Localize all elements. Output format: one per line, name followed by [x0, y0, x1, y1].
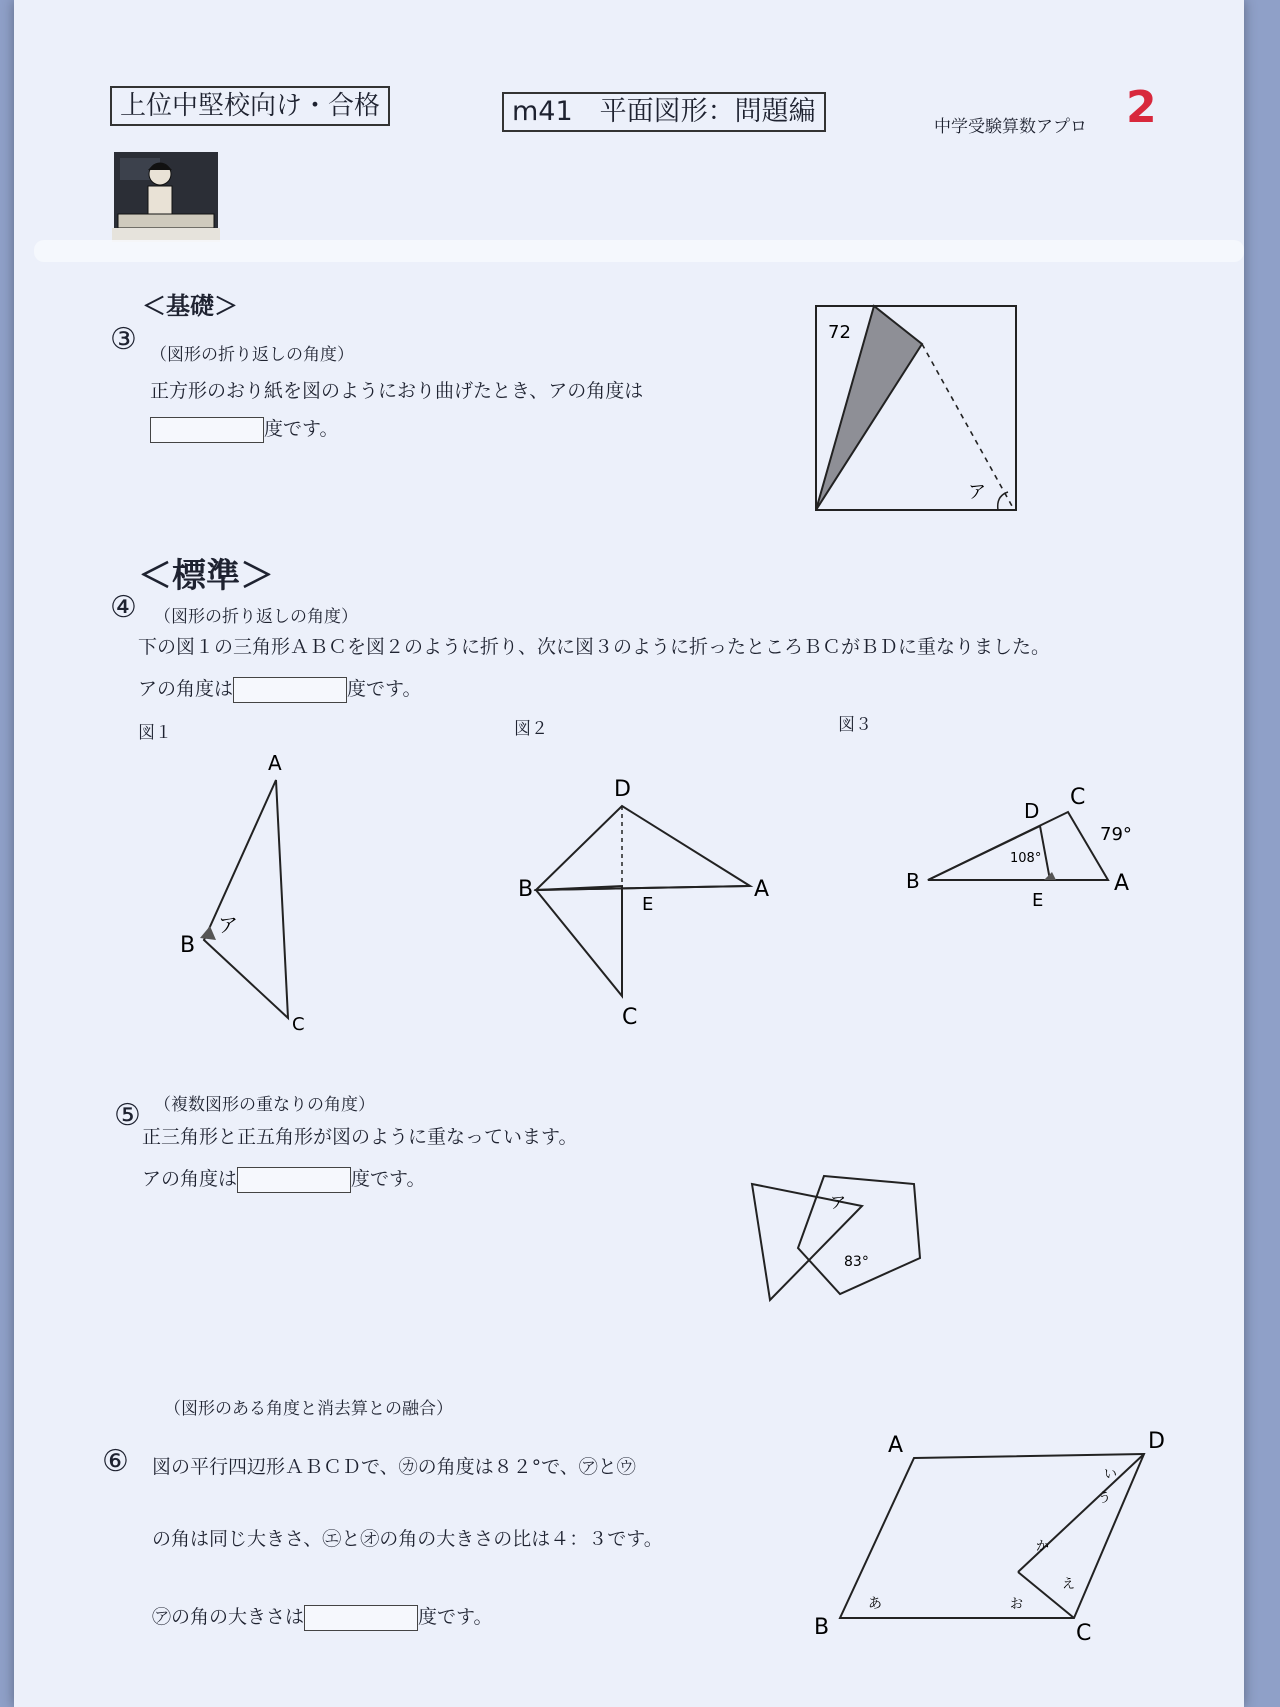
q6-text-line2: の角は同じ大きさ、㋓と㋔の角の大きさの比は４：３です。: [152, 1528, 663, 1550]
figure-label: A: [1114, 871, 1130, 896]
q3-fig-a-label: ア: [968, 482, 986, 503]
title-box: m41 平面図形：問題編: [502, 92, 826, 132]
figure-label: E: [1032, 890, 1044, 911]
q6-figure: [804, 1422, 1184, 1648]
q3-fig-angle-label: 72: [828, 322, 851, 343]
figure-label: 79°: [1100, 824, 1132, 845]
figure-label: B: [906, 869, 920, 893]
q5-text-line1: 正三角形と正五角形が図のように重なっています。: [142, 1126, 578, 1148]
worksheet-page: [14, 0, 1244, 1707]
figure-label: か: [1036, 1539, 1050, 1554]
figure-label: A: [754, 877, 770, 902]
q3-figure: [800, 296, 1030, 522]
q6-topic: （図形のある角度と消去算との融合）: [164, 1399, 453, 1419]
figure-label: う: [1098, 1491, 1112, 1506]
q4-fig1-title: 図１: [138, 723, 172, 743]
q3-text-line1: 正方形のおり紙を図のようにおり曲げたとき、アの角度は: [150, 380, 644, 402]
q4-figure1: [164, 740, 344, 1040]
figure-label: A: [888, 1433, 904, 1458]
paper-wash: [34, 240, 1244, 262]
q4-fig2-title: 図２: [514, 719, 548, 739]
figure-label: お: [1010, 1597, 1024, 1612]
figure-label: C: [1076, 1621, 1092, 1646]
q4-text-line1: 下の図１の三角形ＡＢＣを図２のように折り、次に図３のように折ったところＢＣがＢＤに重なりました。: [138, 636, 1051, 658]
q3-number: ③: [110, 322, 137, 357]
figure-label: あ: [868, 1596, 882, 1612]
figure-label: E: [642, 894, 654, 915]
figure-label: A: [268, 751, 282, 775]
figure-label: C: [622, 1005, 638, 1030]
publisher-label: 中学受験算数アプロ: [934, 117, 1087, 137]
figure-label: C: [1070, 785, 1086, 810]
figure-label: B: [518, 877, 534, 902]
figure-label: ア: [218, 913, 238, 937]
q5-topic: （複数図形の重なりの角度）: [154, 1095, 375, 1115]
figure-label: え: [1062, 1577, 1076, 1592]
section-standard: ＜標準＞: [138, 556, 274, 596]
q4-fig3-title: 図３: [838, 715, 872, 735]
section-basic: ＜基礎＞: [142, 292, 238, 320]
figure-label: D: [614, 777, 631, 802]
q3-topic: （図形の折り返しの角度）: [150, 345, 354, 365]
q3-answer-box[interactable]: [150, 417, 264, 443]
q6-text-line1: 図の平行四辺形ＡＢＣＤで、㋕の角度は８２°で、㋐と㋒: [152, 1456, 636, 1478]
q6-answer-box[interactable]: [304, 1605, 418, 1631]
teacher-illustration: [112, 148, 220, 244]
q6-text-line3: ㋐の角の大きさは 度です。: [152, 1604, 493, 1631]
q4-figure3: [894, 780, 1154, 920]
figure-label: B: [180, 933, 196, 958]
q5-number: ⑤: [114, 1098, 141, 1133]
q4-answer-box[interactable]: [233, 677, 347, 703]
q3-text-line2: 度です。: [150, 416, 338, 443]
figure-label: D: [1024, 799, 1040, 823]
figure-label: 83°: [844, 1254, 869, 1270]
figure-label: D: [1148, 1429, 1165, 1454]
figure-label: C: [292, 1014, 305, 1035]
q5-text-line2: アの角度は 度です。: [142, 1166, 426, 1193]
q5-answer-box[interactable]: [237, 1167, 351, 1193]
figure-label: い: [1104, 1467, 1118, 1482]
page-number: 2: [1126, 82, 1157, 133]
q4-number: ④: [110, 590, 137, 625]
q5-figure: [744, 1170, 934, 1310]
q6-number: ⑥: [102, 1444, 129, 1479]
level-label-box: 上位中堅校向け・合格: [110, 86, 390, 126]
figure-label: ア: [830, 1193, 847, 1212]
q4-topic: （図形の折り返しの角度）: [154, 607, 358, 627]
q4-figure2: [520, 770, 780, 1040]
q4-text-line2: アの角度は 度です。: [138, 676, 422, 703]
figure-label: 108°: [1010, 851, 1042, 866]
figure-label: B: [814, 1615, 830, 1640]
